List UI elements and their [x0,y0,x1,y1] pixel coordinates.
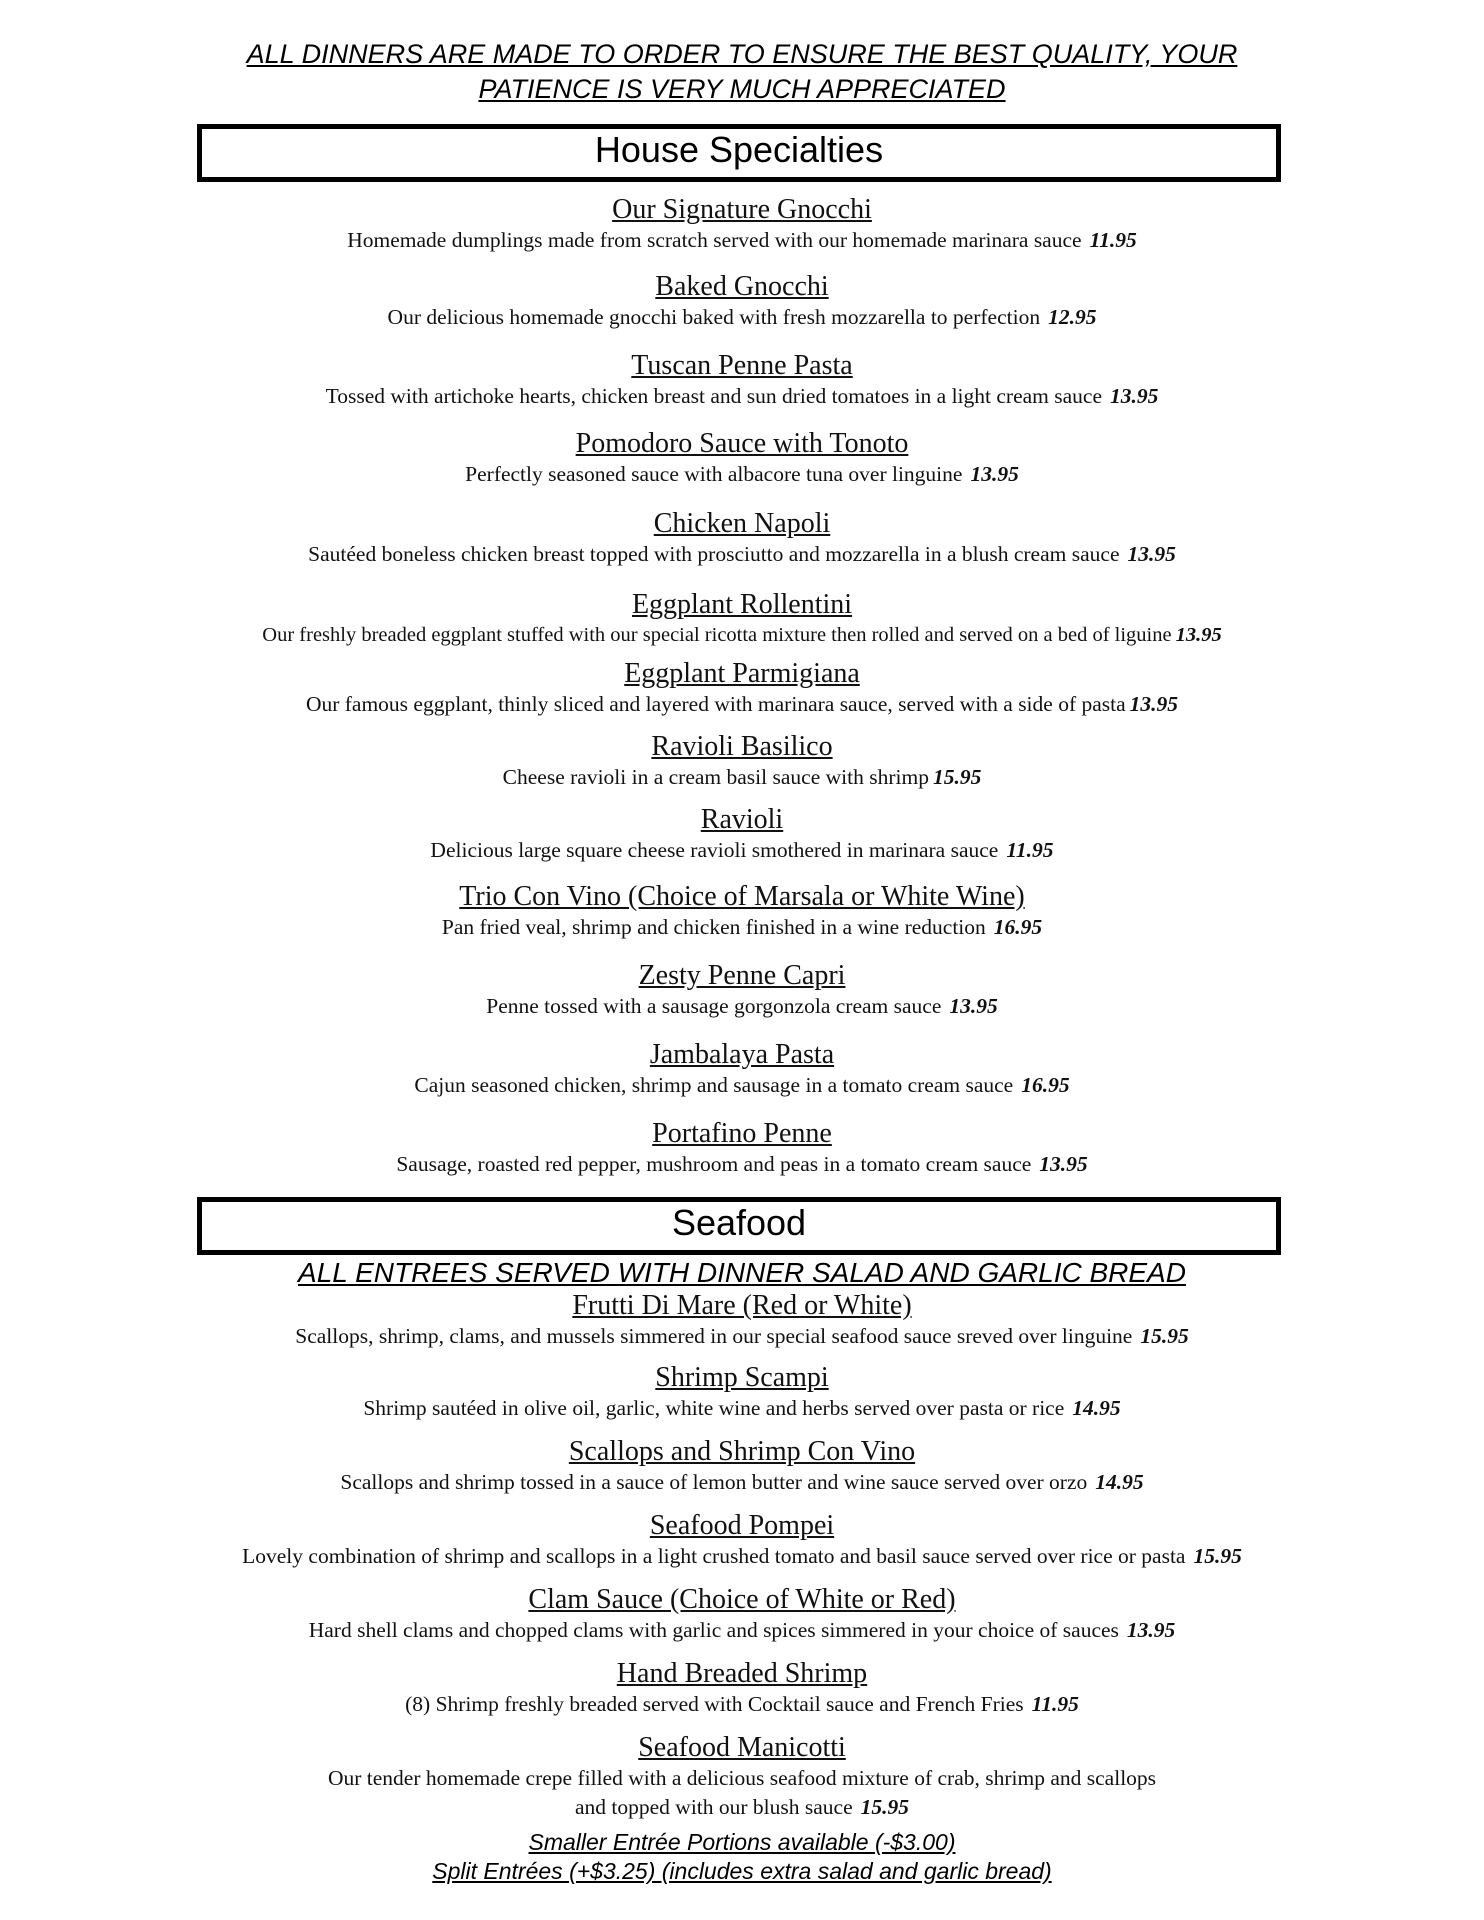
seafood-notice: ALL ENTREES SERVED WITH DINNER SALAD AND GARLIC BREAD [298,1257,1186,1288]
item-price: 13.95 [949,994,998,1018]
item-name: Scallops and Shrimp Con Vino [568,1436,916,1467]
item-price: 11.95 [1089,228,1137,252]
item-description: Scallops and shrimp tossed in a sauce of lemon butter and wine sauce served over orzo 14.95 [340,1470,1144,1494]
split-note: Split Entrées (+$3.25) (includes extra salad and garlic bread) [432,1858,1052,1884]
item-description: Tossed with artichoke hearts, chicken breast and sun dried tomatoes in a light cream sauce 13.95 [325,384,1159,408]
item-description: Sautéed boneless chicken breast topped with prosciutto and mozzarella in a blush cream sauce 13.95 [308,542,1176,566]
item-name: Seafood Pompei [649,1510,835,1541]
item-name: Jambalaya Pasta [649,1039,835,1070]
item-description: Lovely combination of shrimp and scallops in a light crushed tomato and basil sauce served over rice or pasta 15.95 [242,1544,1242,1568]
item-name: Ravioli Basilico [651,731,833,762]
item-price: 14.95 [1095,1470,1144,1494]
menu-item [0,589,1484,650]
menu-item [0,1362,1484,1423]
item-description: Penne tossed with a sausage gorgonzola cream sauce 13.95 [486,994,998,1018]
menu-item [0,1732,1484,1822]
item-name: Eggplant Rollentini [631,589,853,620]
item-name: Ravioli [700,804,784,835]
item-price: 11.95 [1006,838,1054,862]
item-description: Cheese ravioli in a cream basil sauce with shrimp 15.95 [502,765,982,789]
seafood-header [197,1197,1281,1255]
item-price: 13.95 [970,462,1019,486]
item-description: Sausage, roasted red pepper, mushroom and peas in a tomato cream sauce 13.95 [396,1152,1088,1176]
item-description: Delicious large square cheese ravioli smothered in marinara sauce 11.95 [430,838,1054,862]
menu-item [0,731,1484,792]
menu-item [0,1290,1484,1351]
item-description: Scallops, shrimp, clams, and mussels simmered in our special seafood sauce sreved over linguine 15.95 [295,1324,1189,1348]
order-notice-line2: PATIENCE IS VERY MUCH APPRECIATED [478,74,1006,104]
menu-item [0,881,1484,942]
menu-item [0,428,1484,489]
item-name: Tuscan Penne Pasta [631,350,853,381]
item-description: Shrimp sautéed in olive oil, garlic, white wine and herbs served over pasta or rice 14.95 [363,1396,1121,1420]
seafood-title: Seafood [671,1202,807,1243]
menu-item [0,1510,1484,1571]
item-price: 15.95 [860,1795,910,1819]
item-description: Our freshly breaded eggplant stuffed with our special ricotta mixture then rolled and served on a bed of liguine 13.95 [262,624,1222,646]
item-name: Seafood Manicotti [638,1732,846,1763]
item-price: 13.95 [1127,542,1176,566]
item-name: Shrimp Scampi [655,1362,829,1393]
menu-item [0,1584,1484,1645]
menu-item [0,271,1484,332]
item-name: Our Signature Gnocchi [612,194,872,225]
item-price: 16.95 [1021,1073,1070,1097]
item-price: 13.95 [1175,624,1222,646]
item-description: Our delicious homemade gnocchi baked with fresh mozzarella to perfection 12.95 [387,305,1097,329]
item-name: Baked Gnocchi [655,271,829,302]
item-name: Clam Sauce (Choice of White or Red) [528,1584,956,1615]
item-name: Eggplant Parmigiana [624,658,860,689]
item-price: 13.95 [1039,1152,1088,1176]
item-description: Perfectly seasoned sauce with albacore tuna over linguine 13.95 [465,462,1019,486]
item-description: Our famous eggplant, thinly sliced and layered with marinara sauce, served with a side of pasta 13.95 [305,692,1179,716]
menu-item [0,804,1484,865]
menu-item [0,960,1484,1021]
item-description-continued: and topped with our blush sauce 15.95 [574,1795,910,1819]
order-notice [0,37,1484,107]
menu-item [0,1118,1484,1179]
menu-item [0,658,1484,719]
item-price: 16.95 [993,915,1043,939]
item-price: 15.95 [1140,1324,1189,1348]
item-name: Portafino Penne [652,1118,832,1149]
item-description: Our tender homemade crepe filled with a delicious seafood mixture of crab, shrimp and scallops [327,1766,1157,1790]
item-description: Pan fried veal, shrimp and chicken finished in a wine reduction 16.95 [441,915,1043,939]
item-description: Homemade dumplings made from scratch served with our homemade marinara sauce 11.95 [347,228,1137,252]
menu-item [0,1039,1484,1100]
menu-item [0,1436,1484,1497]
item-name: Chicken Napoli [653,508,831,539]
item-price: 11.95 [1031,1692,1079,1716]
portion-note: Smaller Entrée Portions available (-$3.00) [528,1829,956,1855]
item-description: Hard shell clams and chopped clams with garlic and spices simmered in your choice of sauces 13.95 [308,1618,1176,1642]
item-description: (8) Shrimp freshly breaded served with Cocktail sauce and French Fries 11.95 [405,1692,1079,1716]
item-price: 15.95 [932,765,982,789]
item-price: 12.95 [1048,305,1097,329]
menu-item [0,508,1484,569]
order-notice-line1: ALL DINNERS ARE MADE TO ORDER TO ENSURE THE BEST QUALITY, YOUR [246,39,1238,69]
item-price: 14.95 [1072,1396,1121,1420]
house-specialties-header [197,124,1281,182]
item-name: Zesty Penne Capri [638,960,846,991]
menu-item [0,1658,1484,1719]
item-name: Frutti Di Mare (Red or White) [572,1290,912,1321]
item-name: Hand Breaded Shrimp [616,1658,868,1689]
item-price: 15.95 [1193,1544,1242,1568]
item-description: Cajun seasoned chicken, shrimp and sausage in a tomato cream sauce 16.95 [414,1073,1070,1097]
item-price: 13.95 [1129,692,1179,716]
house-specialties-title: House Specialties [594,129,884,170]
menu-item [0,350,1484,411]
item-name: Pomodoro Sauce with Tonoto [575,428,909,459]
item-price: 13.95 [1110,384,1159,408]
item-price: 13.95 [1126,1618,1176,1642]
item-name: Trio Con Vino (Choice of Marsala or White Wine) [459,881,1025,912]
menu-item [0,194,1484,255]
